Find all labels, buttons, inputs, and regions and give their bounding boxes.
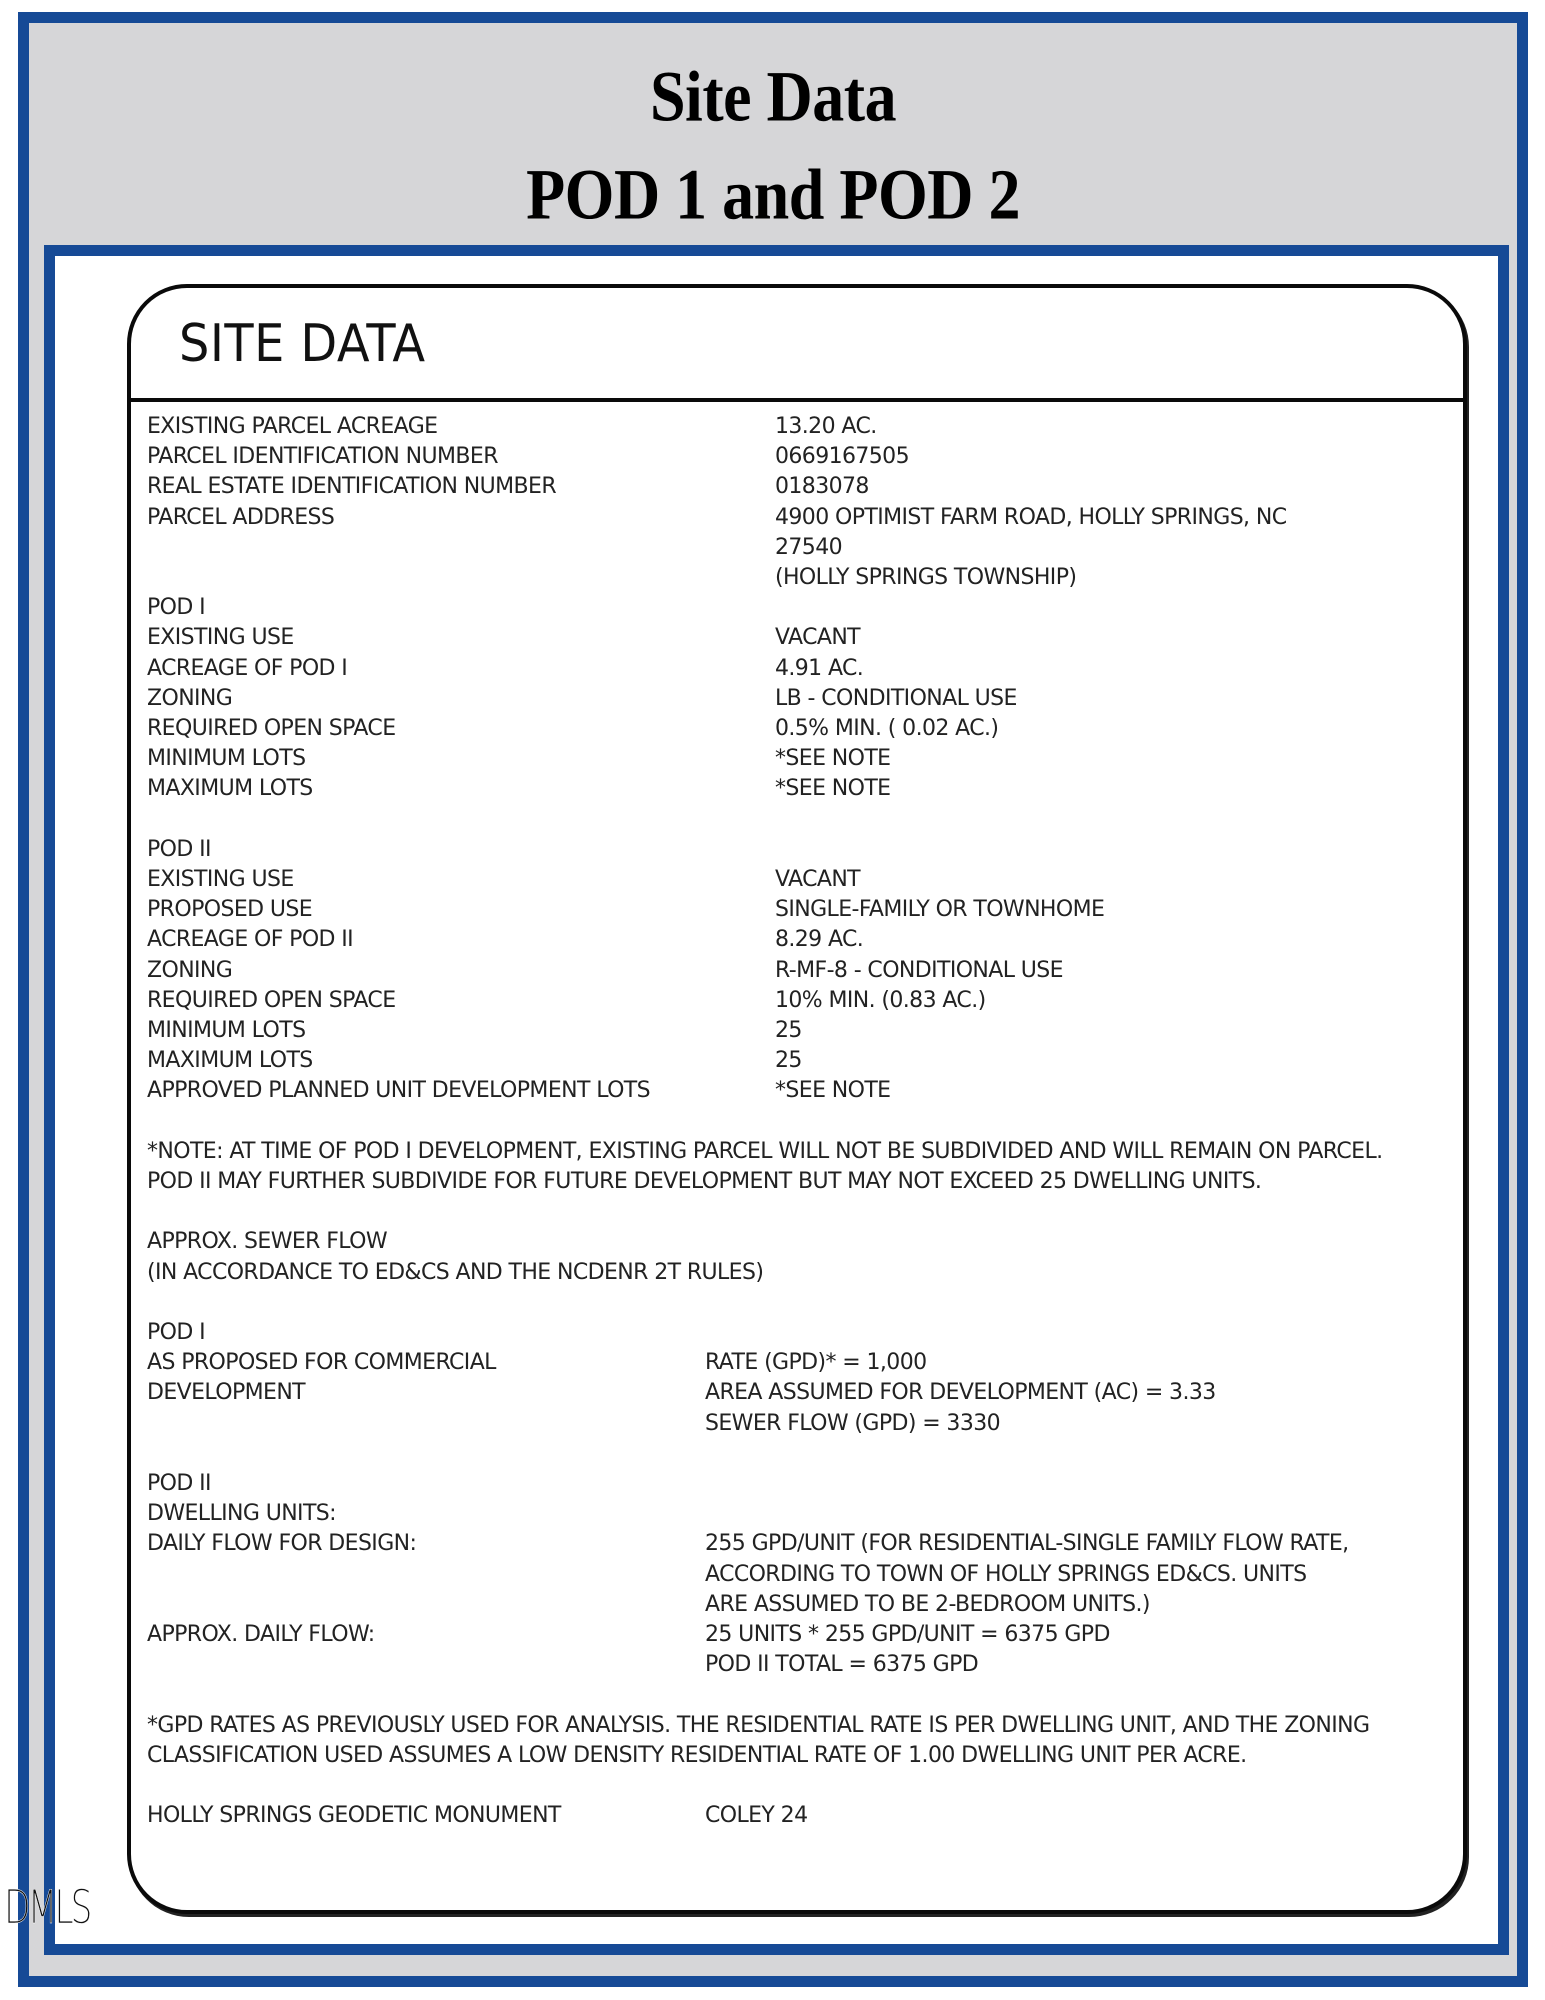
spacer xyxy=(147,1439,1445,1469)
data-row xyxy=(147,1560,1445,1590)
data-row xyxy=(147,472,1445,502)
row-value: 27540 xyxy=(775,534,842,560)
mls-watermark-logo: DMLS xyxy=(4,1880,90,1934)
data-row xyxy=(147,412,1445,442)
data-row xyxy=(147,895,1445,925)
data-row xyxy=(147,1348,1445,1378)
row-value: 255 GPD/UNIT (FOR RESIDENTIAL-SINGLE FAMILY FLOW RATE, xyxy=(705,1531,1349,1557)
data-row xyxy=(147,623,1445,653)
row-label: APPROVED PLANNED UNIT DEVELOPMENT LOTS xyxy=(147,1078,650,1104)
row-value: VACANT xyxy=(775,625,861,651)
row-value: 4900 OPTIMIST FARM ROAD, HOLLY SPRINGS, NC xyxy=(775,504,1287,530)
row-value: AREA ASSUMED FOR DEVELOPMENT (AC) = 3.33 xyxy=(705,1380,1216,1406)
subdivision-note: *NOTE: AT TIME OF POD I DEVELOPMENT, EXISTING PARCEL WILL NOT BE SUBDIVIDED AND WILL REMAIN ON PARCEL. POD II MAY FURTHER SUBDIVIDE FOR FUTURE DEVELOPMENT BUT MAY NOT EXCEED 25 DWELLING UNITS. xyxy=(147,1138,1383,1195)
row-label: PROPOSED USE xyxy=(147,897,313,923)
row-label xyxy=(147,533,775,563)
row-value: 10% MIN. (0.83 AC.) xyxy=(775,987,986,1013)
bottom-margin xyxy=(18,1987,1528,2000)
sewer-heading: APPROX. SEWER FLOW xyxy=(147,1229,388,1255)
spacer xyxy=(147,1197,1445,1227)
section-heading: POD II xyxy=(147,836,211,862)
card-title: SITE DATA xyxy=(179,314,426,374)
row-value: 0.5% MIN. ( 0.02 AC.) xyxy=(775,716,999,742)
data-row xyxy=(147,1590,1445,1620)
row-value: 25 xyxy=(775,1018,802,1044)
row-value: RATE (GPD)* = 1,000 xyxy=(705,1350,927,1376)
row-label: MAXIMUM LOTS xyxy=(147,1048,313,1074)
row-label: EXISTING USE xyxy=(147,867,294,893)
data-row xyxy=(147,1620,1445,1650)
row-value: SINGLE-FAMILY OR TOWNHOME xyxy=(775,897,1105,923)
data-row xyxy=(147,956,1445,986)
row-value: POD II TOTAL = 6375 GPD xyxy=(705,1652,979,1678)
sewer-subheading: (IN ACCORDANCE TO ED&CS AND THE NCDENR 2T RULES) xyxy=(147,1259,764,1285)
row-value: ARE ASSUMED TO BE 2-BEDROOM UNITS.) xyxy=(705,1591,1150,1617)
row-label: PARCEL ADDRESS xyxy=(147,504,335,530)
outer-frame xyxy=(18,12,1528,1987)
data-row xyxy=(147,1046,1445,1076)
row-value: 0669167505 xyxy=(775,444,909,470)
data-row xyxy=(147,1529,1445,1559)
row-value: *SEE NOTE xyxy=(775,776,891,802)
site-data-card xyxy=(127,284,1467,1914)
row-value: ACCORDING TO TOWN OF HOLLY SPRINGS ED&CS. UNITS xyxy=(705,1561,1307,1587)
spacer xyxy=(147,805,1445,835)
data-row xyxy=(147,925,1445,955)
data-row xyxy=(147,1016,1445,1046)
row-value: 4.91 AC. xyxy=(775,655,864,681)
section-heading-pod1 xyxy=(147,593,1445,623)
data-row xyxy=(147,1378,1445,1408)
row-label xyxy=(147,1590,705,1620)
inner-frame xyxy=(44,245,1509,1955)
row-label xyxy=(147,1409,705,1439)
sewer-pod2-heading: POD II xyxy=(147,1471,211,1497)
row-label: DEVELOPMENT xyxy=(147,1380,306,1406)
row-value: 25 UNITS * 255 GPD/UNIT = 6375 GPD xyxy=(705,1622,1110,1648)
data-row xyxy=(147,865,1445,895)
row-label: EXISTING USE xyxy=(147,625,294,651)
row-label xyxy=(147,1650,705,1680)
row-value: COLEY 24 xyxy=(705,1803,808,1829)
row-label: AS PROPOSED FOR COMMERCIAL xyxy=(147,1350,496,1376)
row-value: 0183078 xyxy=(775,474,869,500)
row-label: ZONING xyxy=(147,957,233,983)
data-row xyxy=(147,503,1445,533)
section-heading-pod2 xyxy=(147,835,1445,865)
row-label: REQUIRED OPEN SPACE xyxy=(147,987,396,1013)
row-value: (HOLLY SPRINGS TOWNSHIP) xyxy=(775,565,1077,591)
card-body xyxy=(131,402,1463,1831)
row-value: R-MF-8 - CONDITIONAL USE xyxy=(775,957,1063,983)
data-row xyxy=(147,654,1445,684)
data-row xyxy=(147,744,1445,774)
data-row xyxy=(147,1409,1445,1439)
row-value: *SEE NOTE xyxy=(775,746,891,772)
row-label: ACREAGE OF POD II xyxy=(147,927,354,953)
data-row xyxy=(147,1499,1445,1529)
row-label: DAILY FLOW FOR DESIGN: xyxy=(147,1531,417,1557)
card-header xyxy=(131,288,1463,402)
row-label xyxy=(147,1560,705,1590)
sewer-pod1-heading: POD I xyxy=(147,1320,206,1346)
row-value: SEWER FLOW (GPD) = 3330 xyxy=(705,1410,1001,1436)
monument-row xyxy=(147,1801,1445,1831)
row-label xyxy=(147,563,775,593)
row-label: REAL ESTATE IDENTIFICATION NUMBER xyxy=(147,474,557,500)
data-row xyxy=(147,986,1445,1016)
row-value: 13.20 AC. xyxy=(775,414,877,439)
spacer xyxy=(147,1107,1445,1137)
row-value: VACANT xyxy=(775,867,861,893)
row-value: 25 xyxy=(775,1048,802,1074)
data-row xyxy=(147,1650,1445,1680)
data-row xyxy=(147,714,1445,744)
row-label: ACREAGE OF POD I xyxy=(147,655,348,681)
row-value xyxy=(705,1499,1445,1529)
data-row xyxy=(147,1076,1445,1106)
spacer xyxy=(147,1680,1445,1710)
row-label: MINIMUM LOTS xyxy=(147,746,306,772)
section-heading: POD I xyxy=(147,595,206,621)
page-subtitle: POD 1 and POD 2 xyxy=(526,154,1020,235)
row-label: HOLLY SPRINGS GEODETIC MONUMENT xyxy=(147,1803,561,1829)
data-row xyxy=(147,563,1445,593)
data-row xyxy=(147,774,1445,804)
spacer xyxy=(147,1288,1445,1318)
row-label: DWELLING UNITS: xyxy=(147,1501,336,1527)
row-label: REQUIRED OPEN SPACE xyxy=(147,716,396,742)
row-value: LB - CONDITIONAL USE xyxy=(775,685,1017,711)
data-row xyxy=(147,684,1445,714)
row-value: 8.29 AC. xyxy=(775,927,864,953)
data-row xyxy=(147,533,1445,563)
data-row xyxy=(147,442,1445,472)
title-banner xyxy=(29,23,1517,245)
row-label: ZONING xyxy=(147,685,233,711)
row-label: PARCEL IDENTIFICATION NUMBER xyxy=(147,444,498,470)
row-label: MAXIMUM LOTS xyxy=(147,776,313,802)
row-value: *SEE NOTE xyxy=(775,1078,891,1104)
page-title: Site Data xyxy=(649,56,897,137)
row-label: APPROX. DAILY FLOW: xyxy=(147,1622,375,1648)
spacer xyxy=(147,1771,1445,1801)
gpd-note: *GPD RATES AS PREVIOUSLY USED FOR ANALYSIS. THE RESIDENTIAL RATE IS PER DWELLING UNIT, AND THE ZONING CLASSIFICATION USED ASSUMES A LOW DENSITY RESIDENTIAL RATE OF 1.00 DWELLING UNIT PER ACRE. xyxy=(147,1712,1370,1768)
row-label: MINIMUM LOTS xyxy=(147,1018,306,1044)
row-label: EXISTING PARCEL ACREAGE xyxy=(147,414,438,439)
